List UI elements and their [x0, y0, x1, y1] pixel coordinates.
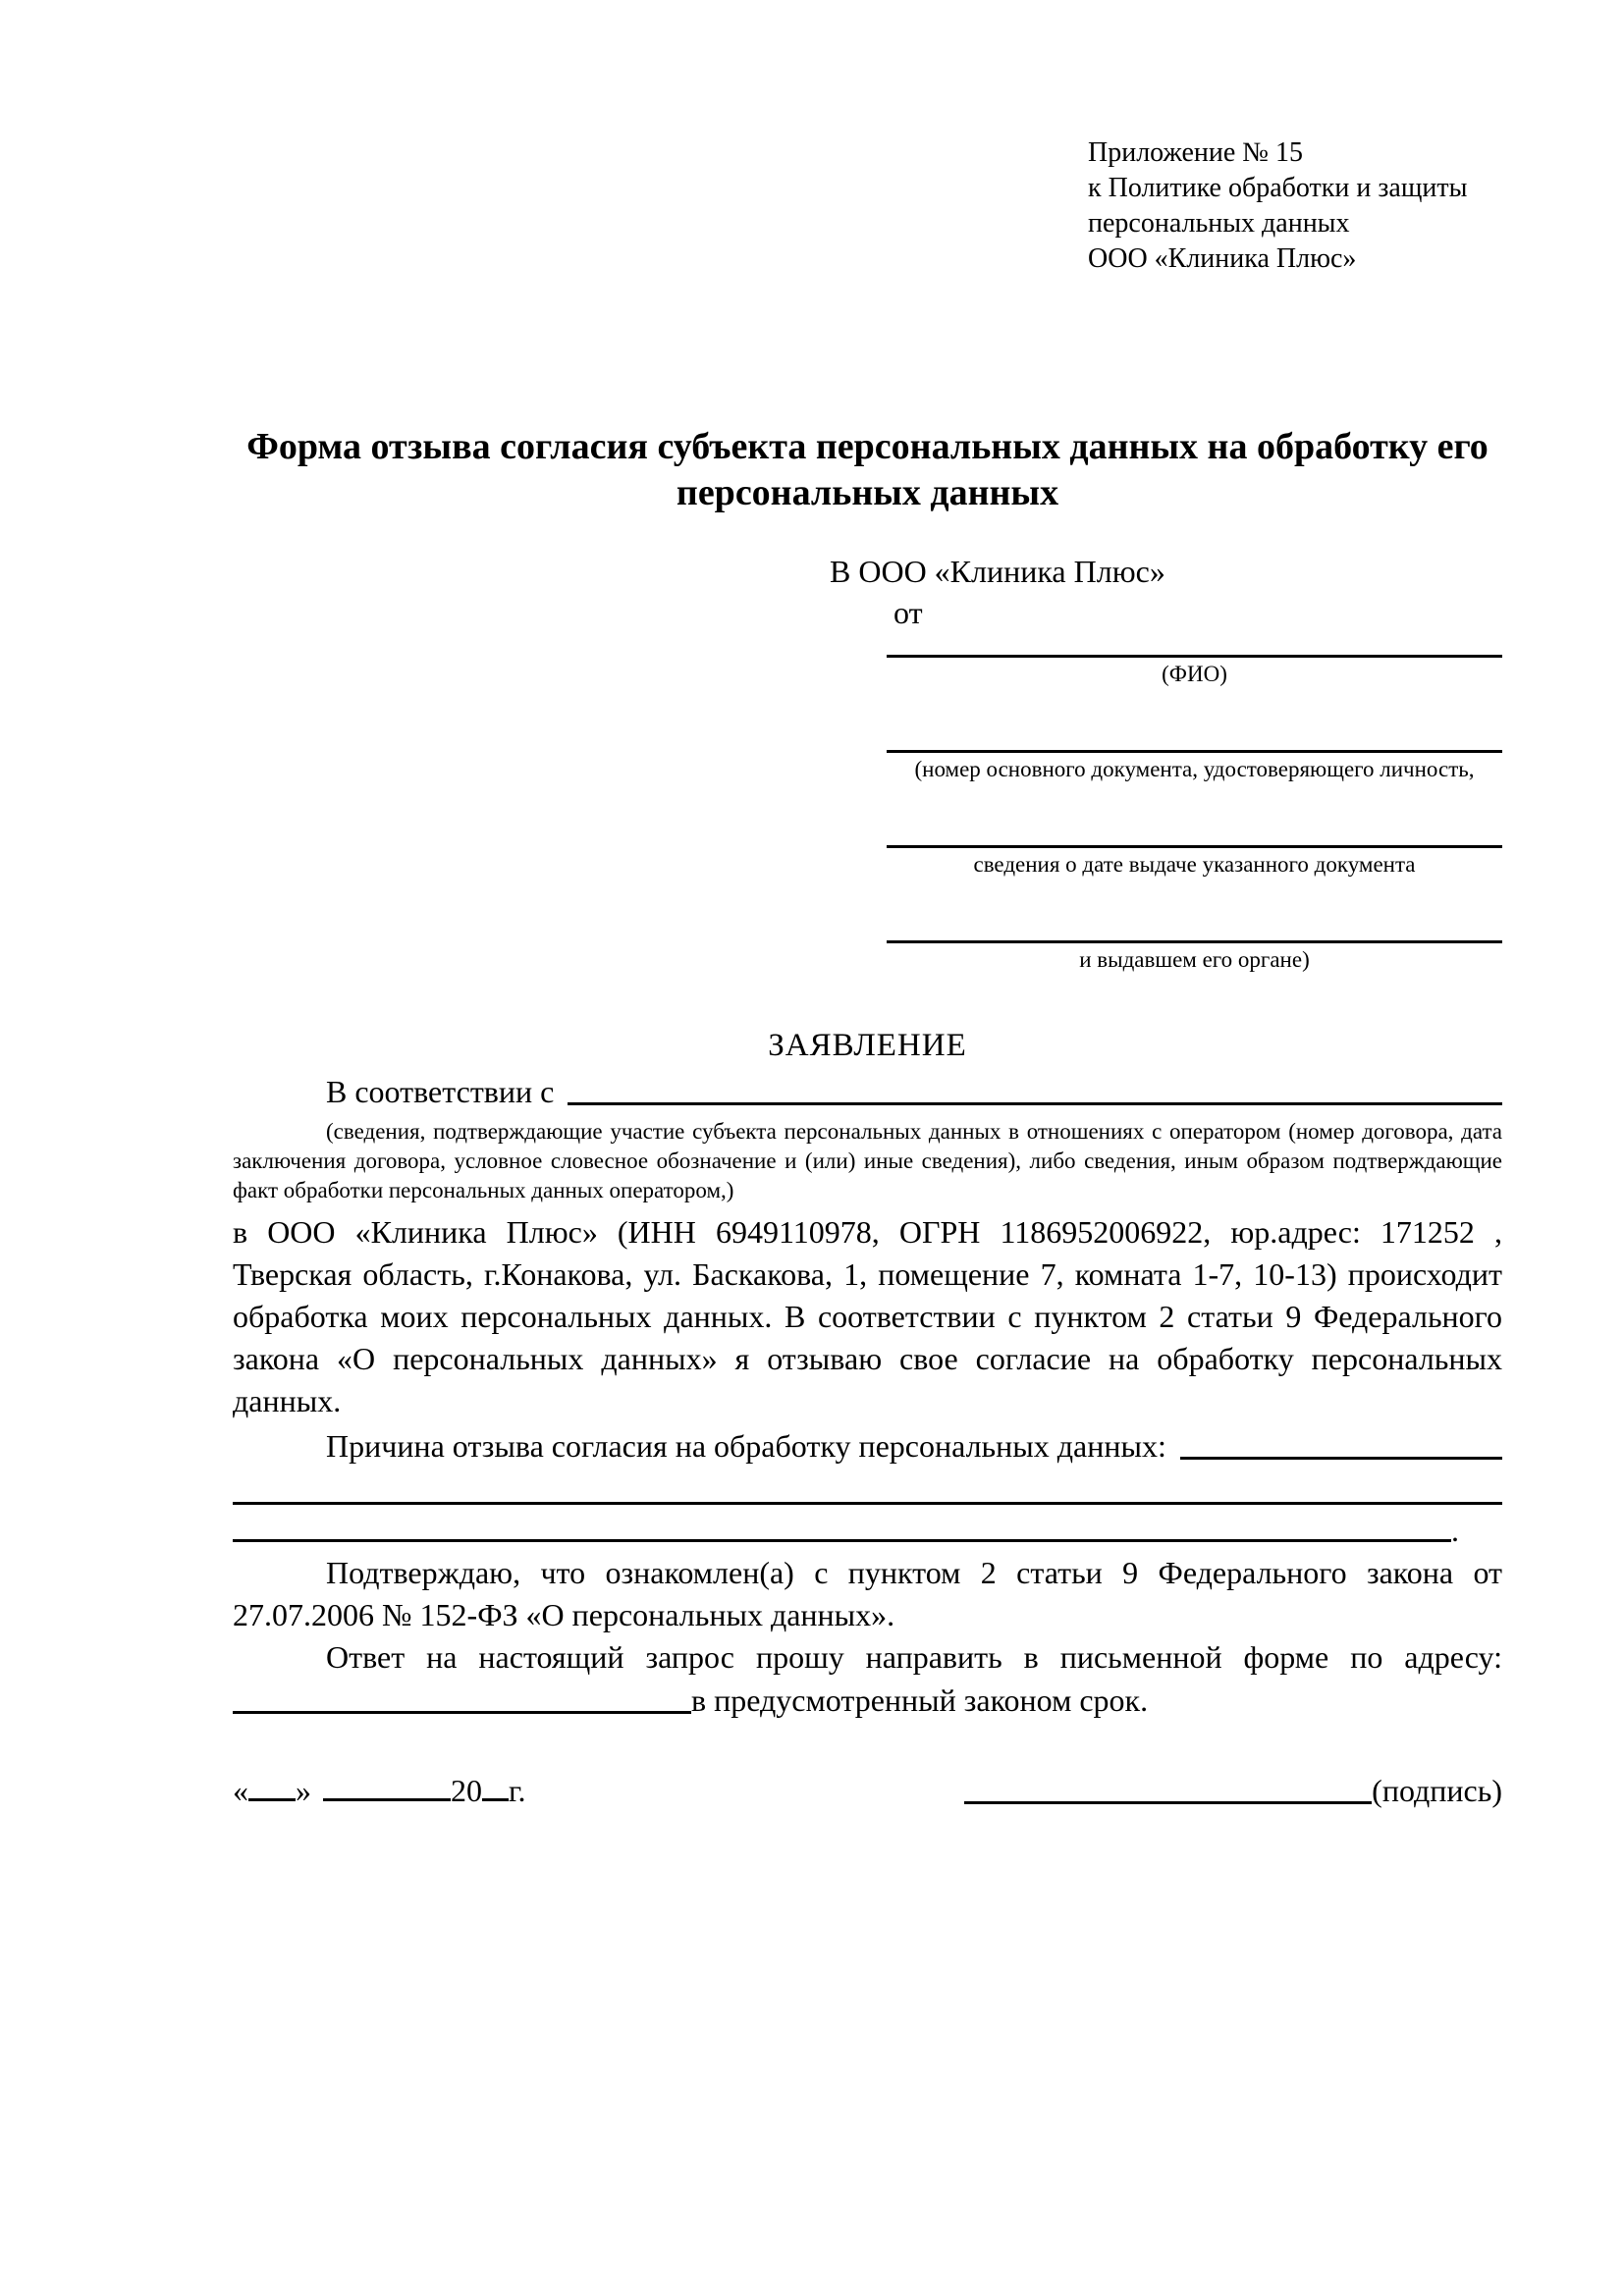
reason-label: Причина отзыва согласия на обработку персональных данных: [326, 1428, 1166, 1464]
reason-blank-row [233, 1468, 1502, 1505]
reason-blank-line-3[interactable] [233, 1539, 1451, 1542]
reply-address-row [233, 1679, 1502, 1722]
date-open-quote: « [233, 1773, 248, 1808]
fio-caption: (ФИО) [1162, 662, 1227, 686]
month-blank-line[interactable] [323, 1797, 451, 1801]
day-blank-line[interactable] [248, 1797, 296, 1801]
statement-intro [233, 1070, 1502, 1113]
fio-blank-line[interactable] [887, 632, 1502, 658]
confirmation-paragraph: Подтверждаю, что ознакомлен(а) с пунктом 2 статьи 9 Федерального закона от 27.07.2006 № 152-ФЗ «О персональных данных». [233, 1555, 1502, 1632]
intro-prefix: В соответствии с [326, 1074, 555, 1109]
statement-heading: ЗАЯВЛЕНИЕ [768, 1028, 967, 1063]
reply-suffix: в предусмотренный законом срок. [691, 1682, 1149, 1718]
intro-footnote: (сведения, подтверждающие участие субъекта персональных данных в отношениях с оператором (номер договора, дата заключения договора, условное словесное обозначение и (или) иные сведения), либо сведения, иным образом подтверждающие факт обработки персональных данных оператором,) [233, 1119, 1502, 1202]
document-number-blank-line[interactable] [887, 723, 1502, 753]
appendix-header-line: персональных данных [1088, 208, 1350, 239]
reason-blank-row [233, 1505, 1502, 1548]
appendix-header-line: Приложение № 15 [1088, 137, 1303, 168]
issue-date-blank-line[interactable] [887, 819, 1502, 848]
fio-field [887, 632, 1502, 688]
date-field [233, 1769, 526, 1812]
signature-field [964, 1769, 1502, 1812]
intro-blank-line[interactable] [568, 1102, 1502, 1105]
document-title: Форма отзыва согласия субъекта персональных данных на обработку его персональных данных [246, 426, 1489, 513]
reason-blank-line-2[interactable] [233, 1502, 1502, 1505]
year-suffix-label: г. [509, 1773, 526, 1808]
year-blank-line[interactable] [482, 1797, 509, 1801]
date-close-quote: » [296, 1773, 311, 1808]
issuing-authority-field [887, 914, 1502, 974]
addressee-organization: В ООО «Клиника Плюс» [830, 554, 1165, 589]
signature-row [233, 1769, 1502, 1812]
reason-row [233, 1424, 1502, 1468]
appendix-header-line: к Политике обработки и защиты [1088, 173, 1468, 203]
issuing-authority-caption: и выдавшем его органе) [1079, 947, 1310, 972]
reason-blank-line[interactable] [1180, 1457, 1502, 1460]
line-terminator-period: . [1451, 1513, 1459, 1548]
document-number-caption: (номер основного документа, удостоверяющего личность, [914, 757, 1475, 781]
appendix-header [1088, 0, 1502, 277]
appendix-header-line: ООО «Клиника Плюс» [1088, 243, 1357, 274]
issue-date-caption: сведения о дате выдаче указанного документа [973, 852, 1416, 877]
reply-request-line: Ответ на настоящий запрос прошу направить в письменной форме по адресу: [326, 1639, 1502, 1675]
document-number-field [887, 723, 1502, 783]
year-prefix: 20 [451, 1773, 482, 1808]
issuing-authority-blank-line[interactable] [887, 914, 1502, 943]
addressee-fields [887, 632, 1502, 974]
addressee-block [830, 552, 1502, 974]
from-label: от [893, 595, 923, 630]
signature-blank-line[interactable] [964, 1801, 1372, 1804]
issue-date-field [887, 819, 1502, 879]
statement-body: в ООО «Клиника Плюс» (ИНН 6949110978, ОГРН 1186952006922, юр.адрес: 171252 , Тверская область, г.Конакова, ул. Баскакова, 1, помещение 7, комната 1-7, 10-13) происходит обработка моих персональных данных. В соответствии с пунктом 2 статьи 9 Федерального закона «О персональных данных» я отзываю свое согласие на обработку персональных данных. [233, 1214, 1502, 1418]
reply-address-blank-line[interactable] [233, 1711, 691, 1714]
signature-caption: (подпись) [1372, 1773, 1502, 1808]
